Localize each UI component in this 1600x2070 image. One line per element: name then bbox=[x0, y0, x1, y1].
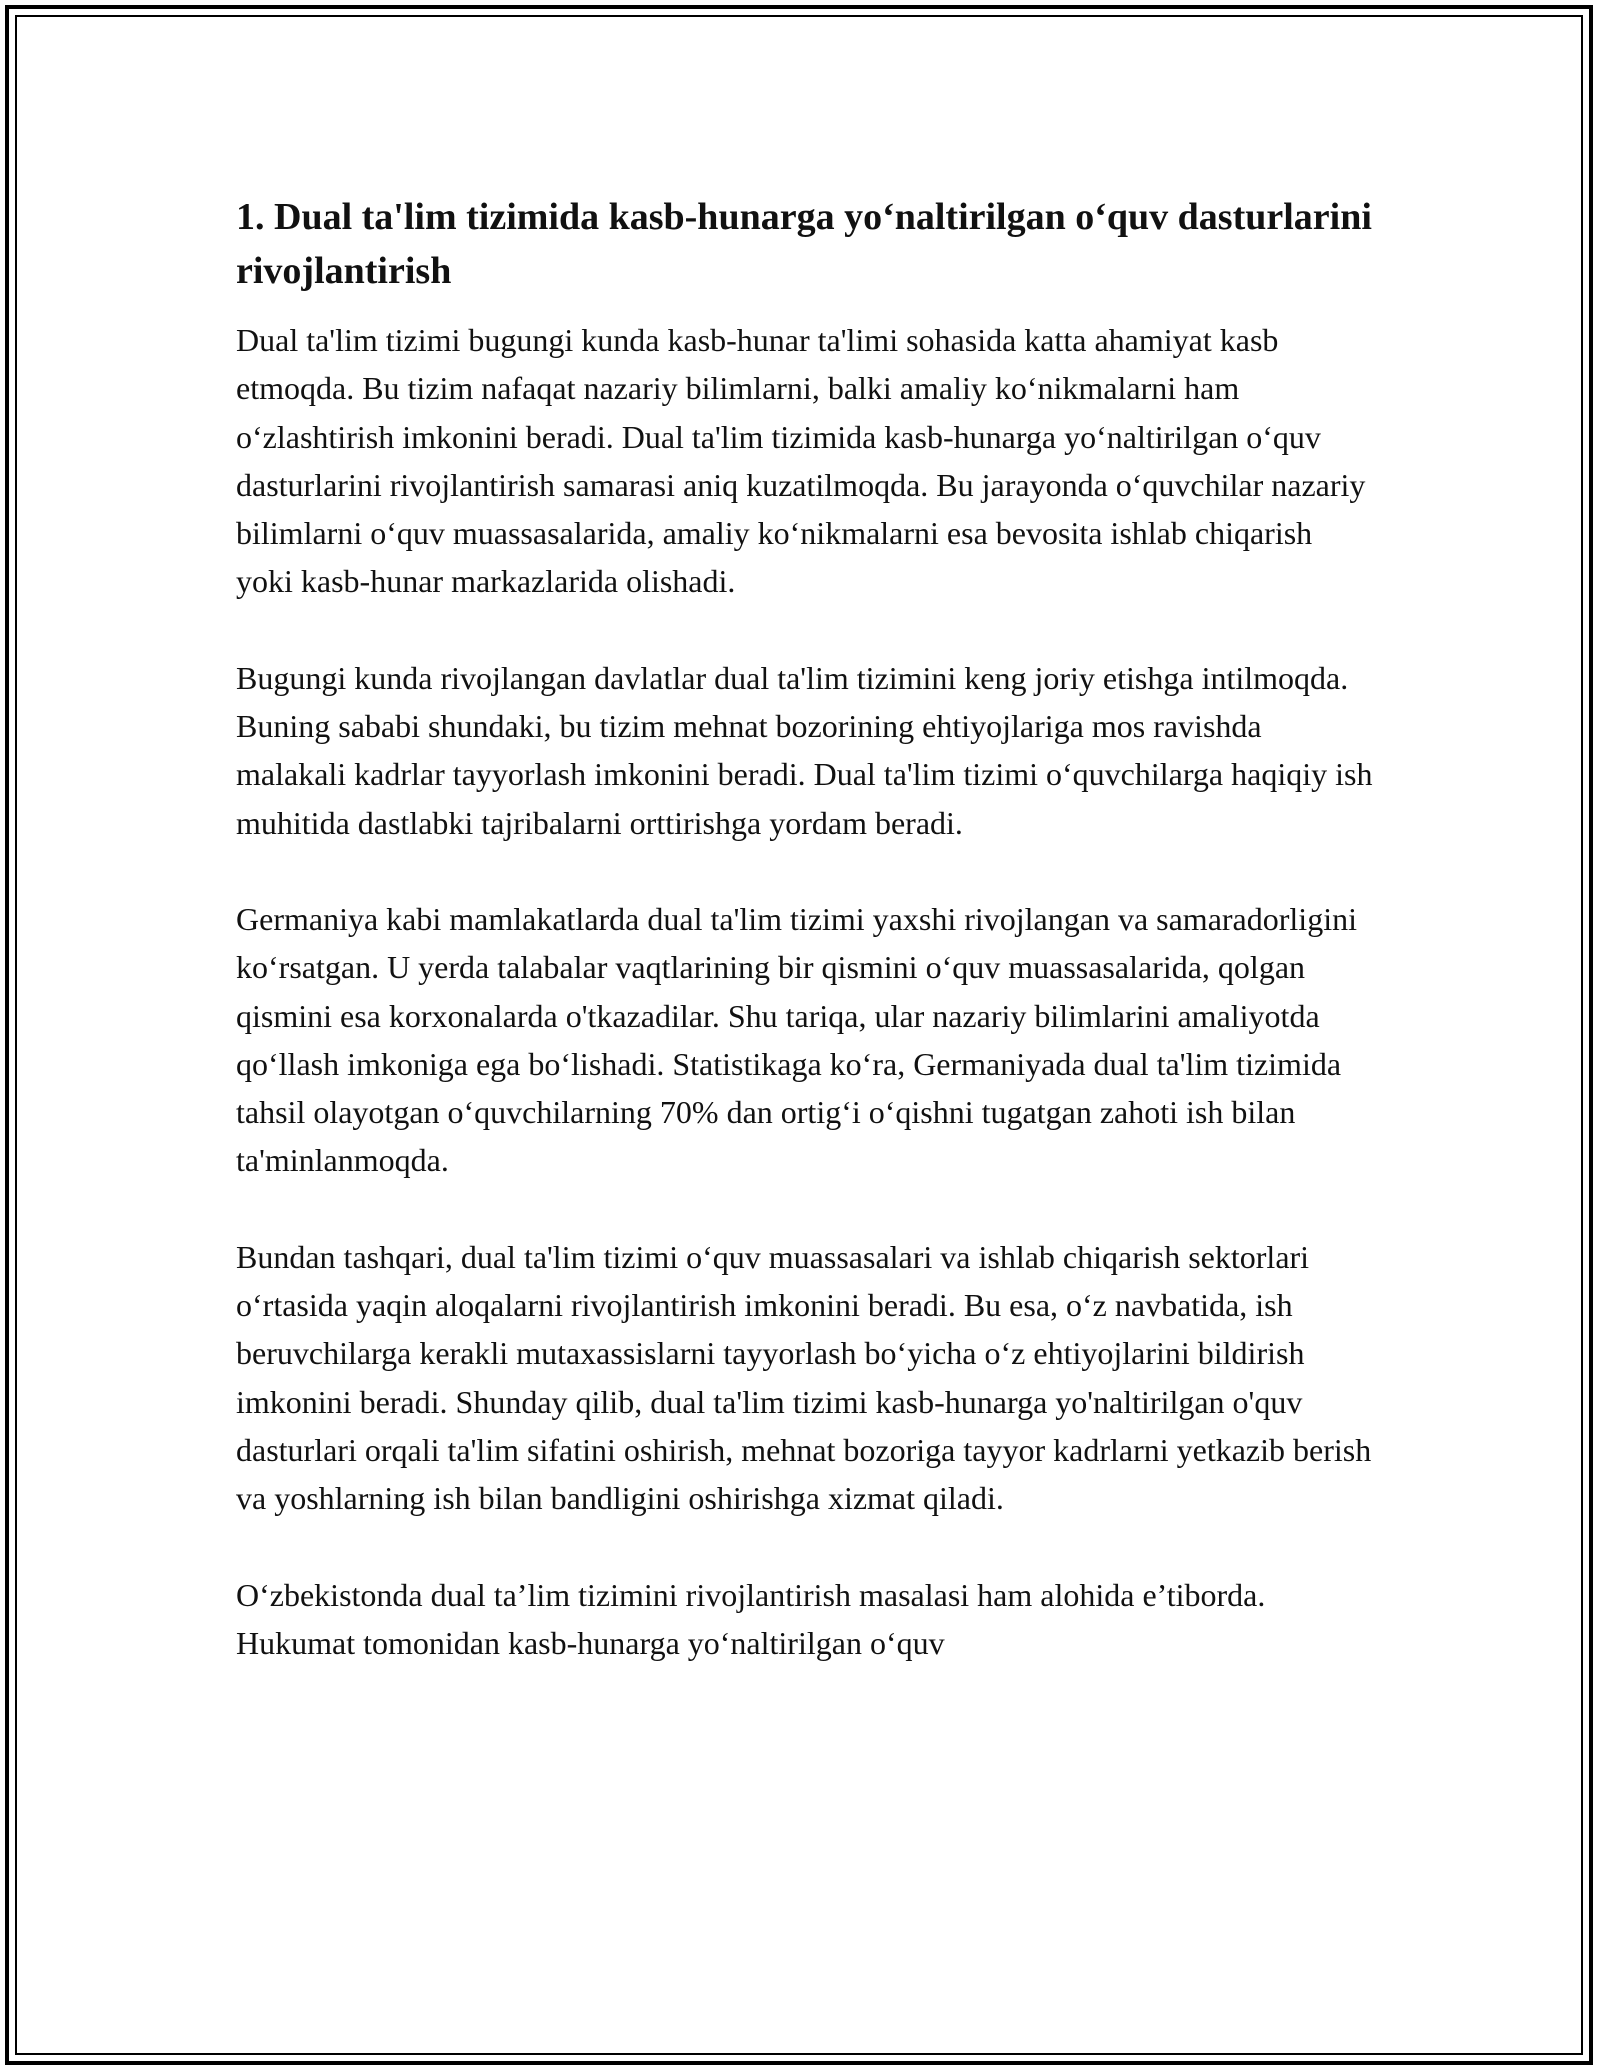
paragraph-5: O‘zbekistonda dual ta’lim tizimini rivojlantirish masalasi ham alohida e’tiborda. Hukumat tomonidan kasb-hunarga yo‘naltirilgan o‘quv bbox=[236, 1576, 1266, 1661]
paragraph-2: Bugungi kunda rivojlangan davlatlar dual ta'lim tizimini keng joriy etishga intilmoqda. Buning sababi shundaki, bu tizim mehnat bozorining ehtiyojlariga mos ravishda malakali kadrlar tayyorlash imkonini beradi. Dual ta'lim tizimi o‘quvchilarga haqiqiy ish muhitida dastlabki tajribalarni orttirishga yordam beradi. bbox=[236, 659, 1373, 841]
paragraph-1: Dual ta'lim tizimi bugungi kunda kasb-hunar ta'limi sohasida katta ahamiyat kasb etmoqda. Bu tizim nafaqat nazariy bilimlarni, balki amaliy ko‘nikmalarni ham o‘zlashtirish imkonini beradi. Dual ta'lim tizimida kasb-hunarga yo‘naltirilgan o‘quv dasturlarini rivojlantirish samarasi aniq kuzatilmoqda. Bu jarayonda o‘quvchilar nazariy bilimlarni o‘quv muassasalarida, amaliy ko‘nikmalarni esa bevosita ishlab chiqarish yoki kasb-hunar markazlarida olishadi. bbox=[236, 322, 1366, 600]
paragraph-3: Germaniya kabi mamlakatlarda dual ta'lim tizimi yaxshi rivojlangan va samaradorligini ko‘rsatgan. U yerda talabalar vaqtlarining bir qismini o‘quv muassasalarida, qolgan qismini esa korxonalarda o'tkazadilar. Shu tariqa, ular nazariy bilimlarini amaliyotda qo‘llash imkoniga ega bo‘lishadi. Statistikaga ko‘ra, Germaniyada dual ta'lim tizimida tahsil olayotgan o‘quvchilarning 70% dan ortig‘i o‘qishni tugatgan zahoti ish bilan ta'minlanmoqda. bbox=[236, 900, 1357, 1179]
document-body bbox=[236, 190, 1376, 1715]
paragraph-4: Bundan tashqari, dual ta'lim tizimi o‘quv muassasalari va ishlab chiqarish sektorlari o‘rtasida yaqin aloqalarni rivojlantirish imkonini beradi. Bu esa, o‘z navbatida, ish beruvchilarga kerakli mutaxassislarni tayyorlash bo‘yicha o‘z ehtiyojlarini bildirish imkonini beradi. Shunday qilib, dual ta'lim tizimi kasb-hunarga yo'naltirilgan o'quv dasturlari orqali ta'lim sifatini oshirish, mehnat bozoriga tayyor kadrlarni yetkazib berish va yoshlarning ish bilan bandligini oshirishga xizmat qiladi. bbox=[236, 1238, 1372, 1517]
section-heading: 1. Dual ta'lim tizimida kasb-hunarga yo‘naltirilgan o‘quv dasturlarini rivojlantirish bbox=[236, 196, 1372, 292]
